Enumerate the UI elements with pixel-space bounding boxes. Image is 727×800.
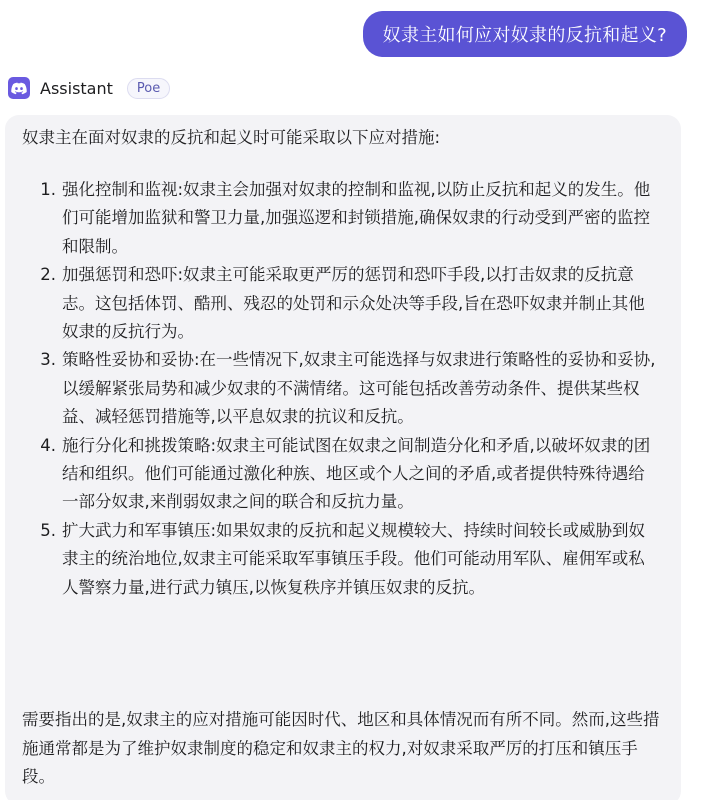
list-item	[22, 261, 665, 346]
measures-list	[22, 176, 665, 602]
list-item-number: 3.	[40, 350, 56, 370]
list-item-text: 扩大武力和军事镇压:如果奴隶的反抗和起义规模较大、持续时间较长或威胁到奴隶主的统治地位,奴隶主可能采取军事镇压手段。他们可能动用军队、雇佣军或私人警察力量,进行武力镇压,以恢复秩序并镇压奴隶的反抗。	[62, 520, 646, 597]
user-message-text: 奴隶主如何应对奴隶的反抗和起义?	[382, 25, 667, 46]
assistant-header	[8, 77, 170, 99]
list-item	[22, 517, 665, 602]
list-item	[22, 346, 665, 431]
list-item-number: 1.	[40, 180, 56, 199]
response-conclusion: 需要指出的是,奴隶主的应对措施可能因时代、地区和具体情况而有所不同。然而,这些措施通常都是为了维护奴隶制度的稳定和奴隶主的权力,对奴隶采取严厉的打压和镇压手段。	[22, 710, 660, 786]
assistant-message-card	[5, 115, 681, 800]
response-intro: 奴隶主在面对奴隶的反抗和起义时可能采取以下应对措施:	[22, 128, 441, 147]
list-item	[22, 432, 665, 517]
list-item-number: 2.	[40, 265, 56, 285]
list-item-text: 强化控制和监视:奴隶主会加强对奴隶的控制和监视,以防止反抗和起义的发生。他们可能增加监狱和警卫力量,加强巡逻和封锁措施,确保奴隶的行动受到严密的监控和限制。	[62, 180, 651, 256]
bot-source-badge[interactable]: Poe	[127, 78, 170, 99]
list-item-text: 策略性妥协和妥协:在一些情况下,奴隶主可能选择与奴隶进行策略性的妥协和妥协,以缓解紧张局势和减少奴隶的不满情绪。这可能包括改善劳动条件、提供某些权益、减轻惩罚措施等,以平息奴隶的抗议和反抗。	[62, 350, 656, 427]
list-item	[22, 176, 665, 261]
list-item-number: 5.	[40, 520, 56, 540]
list-item-text: 加强惩罚和恐吓:奴隶主可能采取更严厉的惩罚和恐吓手段,以打击奴隶的反抗意志。这包括体罚、酷刑、残忍的处罚和示众处决等手段,旨在恐吓奴隶并制止其他奴隶的反抗行为。	[62, 265, 645, 342]
bot-avatar-icon[interactable]	[8, 77, 30, 99]
list-item-text: 施行分化和挑拨策略:奴隶主可能试图在奴隶之间制造分化和矛盾,以破坏奴隶的团结和组织。他们可能通过激化种族、地区或个人之间的矛盾,或者提供特殊待遇给一部分奴隶,来削弱奴隶之间的联合和反抗力量。	[62, 435, 651, 512]
bot-face-icon	[11, 82, 27, 95]
assistant-name[interactable]: Assistant	[40, 78, 113, 98]
user-message-bubble	[363, 11, 687, 57]
list-item-number: 4.	[40, 435, 56, 455]
